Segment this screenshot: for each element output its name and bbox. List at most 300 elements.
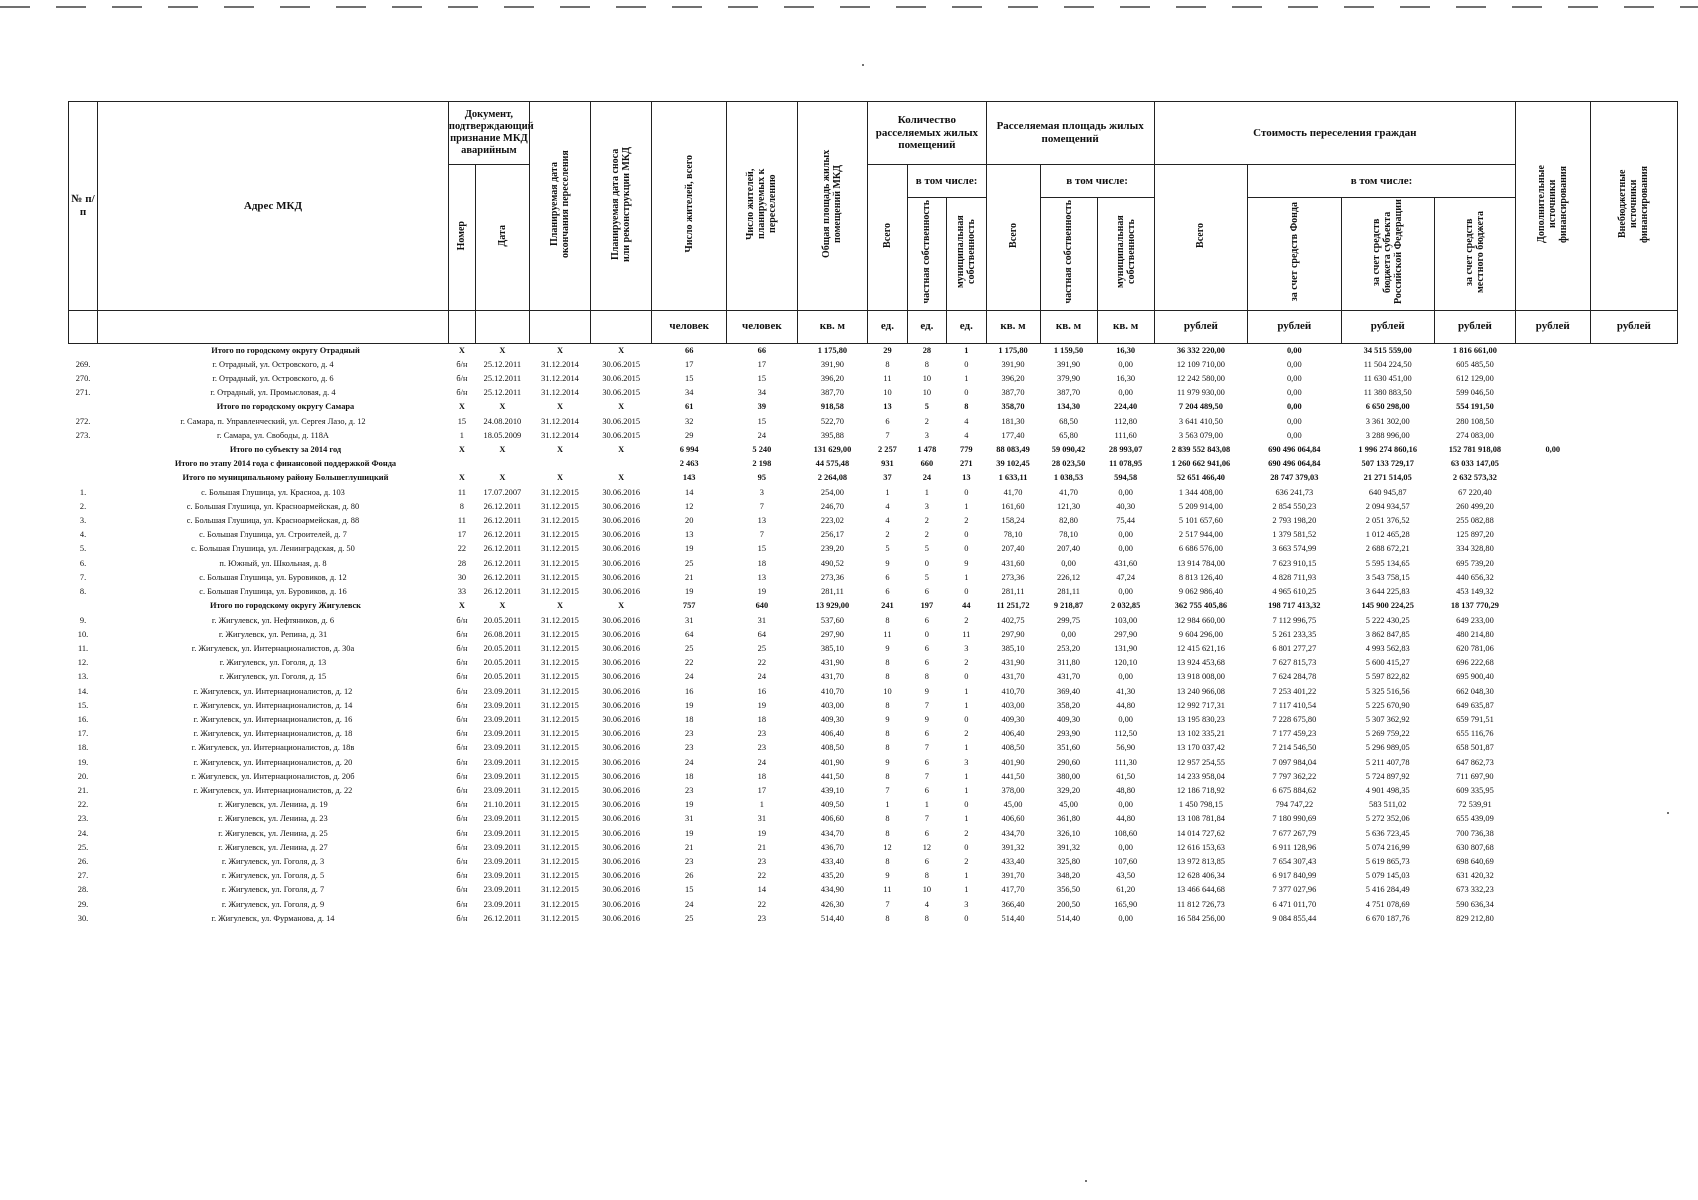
header-cost-local: за счет средств местного бюджета [1434,198,1515,311]
doc-number-cell: 1 [459,430,464,440]
doc-number-cell: б/н [456,800,468,810]
count-total-cell: 8 [885,856,890,866]
demolition-date-cell: Х [618,473,625,483]
area-total-cell: 181,30 [1001,416,1025,426]
area-private-cell: 391,32 [1057,842,1081,852]
extrabudget-cell [1590,770,1677,784]
cost-total-cell: 14 233 958,04 [1176,771,1225,781]
area-municipal-cell: 0,00 [1118,842,1133,852]
cost-total-cell: 13 240 966,08 [1176,686,1225,696]
resettlement-date-cell: 31.12.2015 [541,842,579,852]
address-cell: г. Жигулевск, ул. Нефтяников, д. 6 [211,615,335,625]
area-total-cell: 1 633,11 [998,473,1028,483]
cost-fund-cell: 5 261 233,35 [1272,629,1317,639]
doc-date-cell: 23.09.2011 [483,885,522,895]
demolition-date-cell: Х [618,601,625,611]
demolition-date-cell: 30.06.2016 [602,700,641,710]
doc-date-cell: Х [499,473,506,483]
cost-local-cell: 612 129,00 [1456,374,1494,384]
demolition-date-cell: 30.06.2016 [602,814,641,824]
doc-date-cell: 20.05.2011 [483,658,522,668]
address-cell: г. Жигулевск, ул. Ленина, д. 23 [218,814,328,824]
residents-planned-cell: 23 [757,729,767,739]
additional-cell [1515,429,1590,443]
total-area-cell: 131 629,00 [813,445,852,455]
resettlement-date-cell: 31.12.2015 [541,629,579,639]
total-area-cell: 406,60 [820,814,844,824]
demolition-date-cell: 30.06.2016 [602,643,641,653]
area-total-cell: 273,36 [1001,572,1025,582]
cost-local-cell: 453 149,32 [1456,587,1494,597]
residents-planned-cell: 16 [757,686,767,696]
count-total-cell: 8 [885,658,890,668]
demolition-date-cell: 30.06.2015 [602,374,641,384]
cost-local-cell: 698 640,69 [1456,856,1494,866]
doc-number-cell: б/н [456,729,468,739]
count-private-cell: 7 [924,743,929,753]
count-total-cell: 6 [885,572,890,582]
table-row [69,372,1678,386]
demolition-date-cell: 30.06.2016 [602,587,641,597]
row-number: 29. [77,899,89,909]
resettlement-date-cell: 31.12.2015 [541,672,579,682]
doc-number-cell: Х [458,402,465,412]
row-number: 4. [79,530,87,540]
residents-cell: 16 [685,686,694,696]
count-total-cell: 9 [885,714,890,724]
residents-planned-cell: 5 240 [752,445,772,455]
extrabudget-cell [1590,855,1677,869]
row-number: 3. [79,516,87,526]
unit-cell: ед. [907,310,946,343]
cost-regional-cell: 640 945,87 [1368,487,1407,497]
additional-cell [1515,642,1590,656]
table-row [69,514,1678,528]
count-total-cell: 5 [885,544,890,554]
doc-number-cell: б/н [456,842,468,852]
cost-fund-cell: 6 911 128,96 [1272,842,1317,852]
extrabudget-cell [1590,727,1677,741]
unit-cell: человек [727,310,798,343]
extrabudget-cell [1590,358,1677,372]
cost-regional-cell: 4 993 562,83 [1365,643,1410,653]
cost-local-cell: 829 212,80 [1456,913,1494,923]
count-private-cell: 8 [924,913,929,923]
doc-number-cell: б/н [456,771,468,781]
total-row [69,343,1678,358]
cost-regional-cell: 3 862 847,85 [1365,629,1410,639]
area-municipal-cell: 0,00 [1118,359,1133,369]
cost-fund-cell: 6 471 011,70 [1272,899,1317,909]
doc-number-cell: б/н [456,785,468,795]
total-area-cell: 395,88 [820,430,844,440]
doc-date-cell: 23.09.2011 [483,785,522,795]
doc-date-cell: 26.12.2011 [483,530,522,540]
total-area-cell: 281,11 [821,587,844,597]
area-private-cell: 361,80 [1057,814,1081,824]
area-municipal-cell: 120,10 [1114,658,1138,668]
doc-date-cell: 24.08.2010 [483,416,522,426]
resettlement-date-cell: 31.12.2015 [541,615,579,625]
resettlement-date-cell: 31.12.2015 [541,587,579,597]
count-total-cell: 10 [883,686,892,696]
count-total-cell: 7 [885,899,890,909]
count-municipal-cell: 0 [964,388,969,398]
residents-cell: 19 [685,544,694,554]
extrabudget-cell [1590,798,1677,812]
resettlement-date-cell: Х [556,473,563,483]
residents-cell: 31 [685,814,694,824]
cost-fund-cell: 198 717 413,32 [1268,601,1321,611]
address-cell: г. Жигулевск, ул. Фурманова, д. 14 [211,913,335,923]
row-number: 19. [77,757,89,767]
area-total-cell: 387,70 [1001,388,1025,398]
row-number: 23. [77,814,89,824]
area-total-cell: 158,24 [1001,516,1025,526]
area-total-cell: 391,32 [1001,842,1025,852]
address-cell: Итого по городскому округу Отрадный [211,345,360,355]
area-private-cell: 0,00 [1061,558,1076,568]
demolition-date-cell: 30.06.2016 [602,516,641,526]
cost-fund-cell: 9 084 855,44 [1272,913,1317,923]
doc-date-cell: 26.12.2011 [483,516,522,526]
cost-total-cell: 13 170 037,42 [1176,743,1225,753]
resettlement-date-cell: 31.12.2015 [541,530,579,540]
count-private-cell: 2 [924,416,929,426]
total-area-cell: 409,30 [820,714,844,724]
unit-cell [98,310,449,343]
cost-regional-cell: 5 600 415,27 [1365,658,1410,668]
additional-cell [1515,358,1590,372]
count-total-cell: 8 [885,828,890,838]
residents-cell: 23 [685,729,694,739]
count-private-cell: 6 [924,643,929,653]
cost-local-cell: 590 636,34 [1456,899,1494,909]
demolition-date-cell: 30.06.2016 [602,771,641,781]
demolition-date-cell: 30.06.2016 [602,899,641,909]
residents-cell: 23 [685,743,694,753]
count-total-cell: 2 257 [878,445,897,455]
header-total-area: Общая площадь жилых помещений МКД [797,102,868,311]
cost-fund-cell: 7 797 362,22 [1272,771,1317,781]
additional-cell [1515,514,1590,528]
area-private-cell: 78,10 [1059,530,1078,540]
extrabudget-cell [1590,599,1677,613]
doc-number-cell: б/н [456,913,468,923]
area-total-cell: 88 083,49 [996,445,1030,455]
row-number: 7. [79,572,87,582]
area-municipal-cell: 111,60 [1114,430,1137,440]
row-number: 26. [77,856,89,866]
demolition-date-cell: Х [618,345,625,355]
extrabudget-cell [1590,528,1677,542]
residents-planned-cell: 22 [757,658,767,668]
cost-local-cell: 260 499,20 [1456,501,1494,511]
residents-cell: 21 [685,842,694,852]
count-total-cell: 1 [885,800,890,810]
area-total-cell: 161,60 [1001,501,1025,511]
unit-cell: рублей [1515,310,1590,343]
area-total-cell: 403,00 [1001,700,1025,710]
area-municipal-cell: 0,00 [1118,487,1133,497]
residents-planned-cell: 18 [757,771,767,781]
address-cell: г. Жигулевск, ул. Гоголя, д. 9 [221,899,325,909]
doc-number-cell: б/н [456,828,468,838]
doc-number-cell: б/н [456,856,468,866]
row-number: 269. [75,359,91,369]
cost-local-cell: 18 137 770,29 [1450,601,1499,611]
unit-cell [591,310,652,343]
cost-total-cell: 1 344 408,00 [1178,487,1223,497]
header-residents-total: Число жителей, всего [652,102,727,311]
area-municipal-cell: 61,50 [1116,771,1136,781]
row-number: 6. [79,558,87,568]
total-area-cell: 223,02 [820,516,844,526]
cost-local-cell: 700 736,38 [1456,828,1494,838]
doc-number-cell: 17 [457,530,467,540]
residents-cell: 13 [685,530,694,540]
area-private-cell: 290,60 [1057,757,1081,767]
cost-total-cell: 13 918 008,00 [1176,672,1225,682]
count-private-cell: 4 [924,899,929,909]
address-cell: с. Большая Глушица, ул. Буровиков, д. 12 [199,572,347,582]
count-private-cell: 10 [922,374,932,384]
cost-fund-cell: 0,00 [1286,359,1302,369]
area-private-cell: 226,12 [1057,572,1081,582]
header-count-private: частная собственность [907,198,946,311]
cost-total-cell: 2 839 552 843,08 [1171,445,1231,455]
cost-local-cell: 599 046,50 [1456,388,1494,398]
count-municipal-cell: 4 [964,416,969,426]
area-total-cell: 358,70 [1001,402,1025,412]
cost-fund-cell: 7 623 910,15 [1272,558,1317,568]
cost-regional-cell: 5 269 759,22 [1365,729,1410,739]
count-municipal-cell: 779 [960,445,973,455]
demolition-date-cell: 30.06.2016 [602,558,641,568]
residents-planned-cell: 7 [759,501,764,511]
residents-cell: 26 [685,871,694,881]
area-municipal-cell: 75,44 [1116,516,1136,526]
address-cell: с. Большая Глушица, ул. Красноа, д. 103 [201,487,345,497]
doc-date-cell: 23.09.2011 [483,700,522,710]
additional-cell [1515,855,1590,869]
table-row [69,713,1678,727]
residents-cell: 24 [685,899,694,909]
cost-total-cell: 12 628 406,34 [1176,871,1225,881]
cost-total-cell: 13 102 335,21 [1176,729,1225,739]
total-area-cell: 1 175,80 [817,345,848,355]
cost-total-cell: 9 604 296,00 [1178,629,1223,639]
count-private-cell: 3 [924,501,929,511]
unit-cell [529,310,590,343]
cost-regional-cell: 3 288 996,00 [1365,430,1410,440]
total-area-cell: 387,70 [820,388,844,398]
residents-cell: 143 [682,473,696,483]
doc-date-cell: 25.12.2011 [483,359,522,369]
count-total-cell: 9 [885,558,890,568]
doc-date-cell: 23.09.2011 [483,871,522,881]
table-row [69,912,1678,926]
area-private-cell: 45,00 [1059,800,1078,810]
demolition-date-cell: Х [618,402,625,412]
unit-cell [69,310,98,343]
count-municipal-cell: 1 [964,501,969,511]
scan-speck [862,64,864,66]
doc-number-cell: б/н [456,686,468,696]
count-private-cell: 0 [924,629,929,639]
residents-planned-cell: 39 [757,402,767,412]
count-municipal-cell: 0 [964,587,969,597]
area-private-cell: 28 023,50 [1051,459,1086,469]
extrabudget-cell [1590,898,1677,912]
area-private-cell: 253,20 [1057,643,1081,653]
row-number: 270. [75,374,91,384]
doc-date-cell: 25.12.2011 [483,388,522,398]
address-cell: Итого по субъекту за 2014 год [229,445,342,455]
cost-regional-cell: 5 636 723,45 [1365,828,1410,838]
demolition-date-cell: 30.06.2015 [602,388,641,398]
header-area-total: Всего [986,165,1040,311]
address-cell: г. Жигулевск, ул. Интернационалистов, д. 14 [193,700,353,710]
count-municipal-cell: 4 [964,430,969,440]
area-municipal-cell: 44,80 [1116,700,1136,710]
residents-planned-cell: 22 [757,871,767,881]
count-private-cell: 1 [924,800,929,810]
count-total-cell: 8 [885,359,890,369]
row-number: 27. [77,871,89,881]
header-count-municipal: муниципальная собственность [947,198,986,311]
count-municipal-cell: 1 [964,785,969,795]
doc-number-cell: 28 [457,558,467,568]
area-private-cell: 0,00 [1061,629,1076,639]
residents-cell: 25 [685,913,694,923]
count-municipal-cell: 0 [964,842,969,852]
count-municipal-cell: 3 [964,899,969,909]
additional-cell [1515,685,1590,699]
count-municipal-cell: 0 [964,530,969,540]
extrabudget-cell [1590,827,1677,841]
table-row [69,500,1678,514]
count-municipal-cell: 1 [964,572,969,582]
residents-planned-cell: 22 [757,899,767,909]
cost-fund-cell: 7 180 990,69 [1272,814,1317,824]
doc-date-cell: Х [499,402,506,412]
count-private-cell: 6 [924,757,929,767]
extrabudget-cell [1590,642,1677,656]
unit-cell: кв. м [986,310,1040,343]
area-private-cell: 68,50 [1059,416,1078,426]
header-count-total: Всего [868,165,907,311]
count-private-cell: 6 [924,785,929,795]
total-row [69,443,1678,457]
extrabudget-cell [1590,756,1677,770]
area-total-cell: 39 102,45 [996,459,1030,469]
row-number: 10. [77,629,89,639]
area-private-cell: 59 090,42 [1051,445,1086,455]
doc-number-cell: б/н [456,629,468,639]
area-private-cell: 134,30 [1057,402,1081,412]
doc-date-cell: 23.09.2011 [483,729,522,739]
header-area-in-that: в том числе: [1040,165,1154,198]
demolition-date-cell: 30.06.2016 [602,856,641,866]
cost-fund-cell: 4 828 711,93 [1272,572,1317,582]
cost-regional-cell: 5 272 352,06 [1365,814,1410,824]
doc-number-cell: б/н [456,714,468,724]
doc-date-cell: Х [499,345,506,355]
doc-number-cell: 15 [457,416,467,426]
resettlement-date-cell: 31.12.2014 [541,374,579,384]
area-total-cell: 41,70 [1003,487,1023,497]
cost-regional-cell: 507 133 729,17 [1361,459,1414,469]
residents-cell: 18 [685,771,694,781]
row-number: 14. [77,686,89,696]
residents-planned-cell: 64 [757,629,767,639]
doc-number-cell: Х [458,601,465,611]
cost-fund-cell: 7 228 675,80 [1272,714,1317,724]
row-number [69,457,98,471]
demolition-date-cell: 30.06.2016 [602,629,641,639]
doc-date-cell: 20.05.2011 [483,643,522,653]
area-total-cell: 431,60 [1001,558,1025,568]
row-number: 25. [77,842,89,852]
address-cell: г. Жигулевск, ул. Гоголя, д. 15 [219,672,327,682]
cost-local-cell: 1 816 661,00 [1452,345,1497,355]
area-private-cell: 369,40 [1057,686,1081,696]
doc-number-cell: 11 [457,516,466,526]
cost-total-cell: 9 062 986,40 [1178,587,1223,597]
table-row [69,741,1678,755]
total-row [69,599,1678,613]
table-header [69,102,1678,344]
cost-regional-cell: 6 650 298,00 [1365,402,1410,412]
residents-cell: 23 [685,856,694,866]
demolition-date-cell: 30.06.2016 [602,828,641,838]
area-municipal-cell: 0,00 [1118,544,1133,554]
extrabudget-cell [1590,443,1677,457]
cost-fund-cell: 2 793 198,20 [1272,516,1317,526]
count-private-cell: 9 [924,686,929,696]
header-number: № п/п [69,102,98,311]
cost-total-cell: 36 332 220,00 [1176,345,1225,355]
area-private-cell: 9 218,87 [1053,601,1084,611]
table-row [69,571,1678,585]
doc-date-cell: 23.09.2011 [483,757,522,767]
count-private-cell: 8 [924,672,929,682]
total-row [69,471,1678,485]
area-municipal-cell: 16,30 [1116,374,1136,384]
demolition-date-cell: 30.06.2016 [602,871,641,881]
count-municipal-cell: 0 [964,487,969,497]
area-total-cell: 406,60 [1001,814,1025,824]
residents-cell: 19 [685,587,694,597]
area-total-cell: 431,90 [1001,658,1025,668]
cost-regional-cell: 4 901 498,35 [1365,785,1410,795]
area-municipal-cell: 107,60 [1114,856,1138,866]
cost-regional-cell: 21 271 514,05 [1363,473,1412,483]
doc-date-cell: Х [499,601,506,611]
additional-cell [1515,571,1590,585]
cost-local-cell: 655 439,09 [1456,814,1494,824]
cost-total-cell: 12 992 717,31 [1176,700,1225,710]
cost-local-cell: 605 485,50 [1456,359,1494,369]
extrabudget-cell [1590,415,1677,429]
table-row [69,486,1678,500]
count-total-cell: 8 [885,729,890,739]
cost-total-cell: 1 450 798,15 [1178,800,1223,810]
row-number: 273. [75,430,91,440]
demolition-date-cell: 30.06.2016 [602,672,641,682]
count-municipal-cell: 3 [964,757,969,767]
